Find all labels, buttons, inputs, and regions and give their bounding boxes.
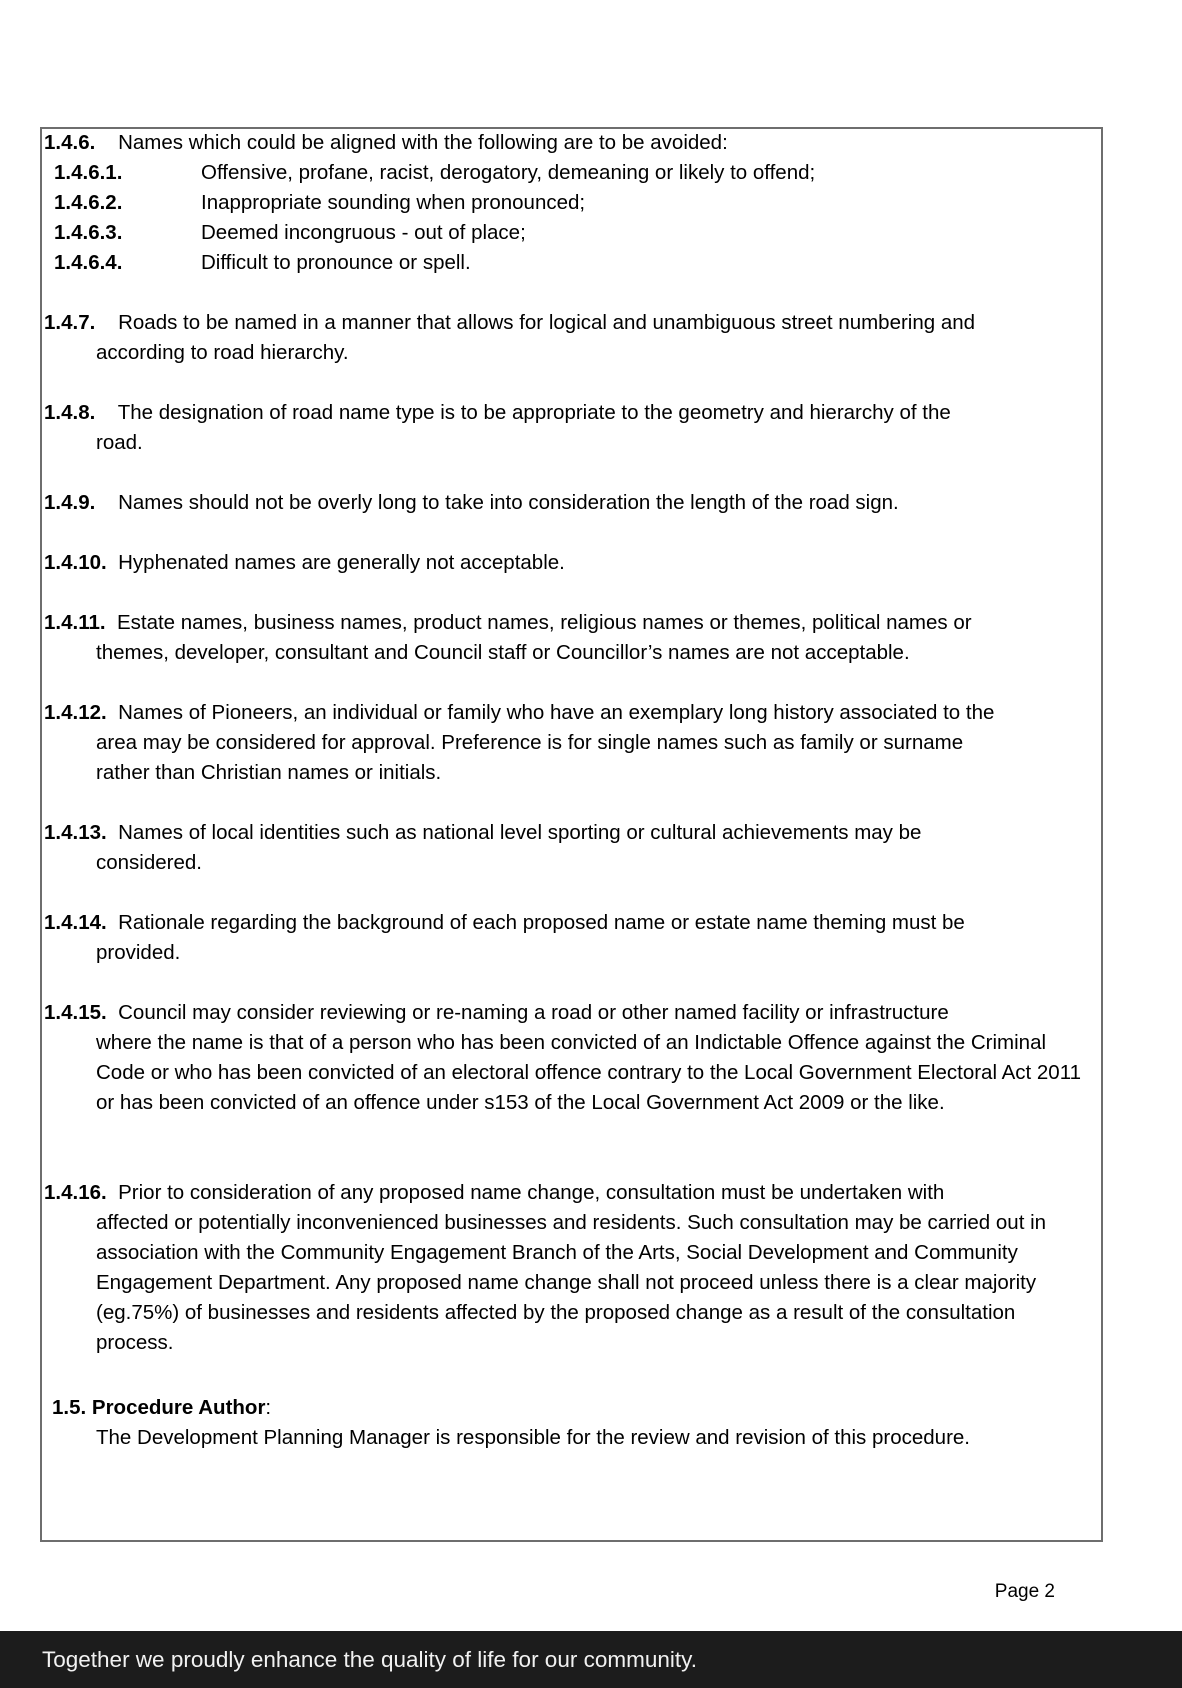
item-number: 1.4.6.4. <box>54 251 123 274</box>
item-number: 1.4.6.1. <box>54 161 123 184</box>
paragraph-first-line: Names of local identities such as national level sporting or cultural achievements may be <box>118 821 922 844</box>
author-heading: Procedure Author <box>91 1396 266 1419</box>
item-text: Deemed incongruous - out of place; <box>201 221 526 244</box>
author-colon: : <box>265 1396 272 1419</box>
paragraph-first-line: Prior to consideration of any proposed name change, consultation must be undertaken with <box>118 1181 945 1204</box>
paragraph-continuation: road. <box>96 431 143 454</box>
list-item <box>54 218 526 248</box>
paragraph-number: 1.4.10. <box>44 551 107 574</box>
paragraph-continuation: considered. <box>96 851 202 874</box>
paragraph-1-4-7 <box>44 308 1100 368</box>
item-text: Offensive, profane, racist, derogatory, demeaning or likely to offend; <box>201 161 816 184</box>
section-1-4-6 <box>44 128 1100 158</box>
list-item <box>54 158 815 188</box>
paragraph-number: 1.4.11. <box>44 611 106 634</box>
list-item <box>54 248 471 278</box>
paragraph-1-4-12 <box>44 698 1100 788</box>
paragraph-first-line: Roads to be named in a manner that allows for logical and unambiguous street numbering and <box>118 311 976 334</box>
paragraph-number: 1.4.16. <box>44 1181 107 1204</box>
paragraph-first-line: Rationale regarding the background of each proposed name or estate name theming must be <box>118 911 965 934</box>
footer-tagline: Together we proudly enhance the quality of life for our community. <box>42 1647 697 1672</box>
paragraph-first-line: Names of Pioneers, an individual or family who have an exemplary long history associated to the <box>118 701 995 724</box>
paragraph-1-4-14 <box>44 908 1100 968</box>
item-text: Difficult to pronounce or spell. <box>201 251 471 274</box>
paragraph-number: 1.4.9. <box>44 491 96 514</box>
footer-banner <box>0 1631 1182 1688</box>
paragraph-first-line: Names should not be overly long to take into consideration the length of the road sign. <box>118 491 899 514</box>
page-number: Page 2 <box>994 1581 1055 1602</box>
paragraph-1-4-15 <box>44 998 1100 1118</box>
item-number: 1.4.6.2. <box>54 191 123 214</box>
list-item <box>54 188 585 218</box>
paragraph-number: 1.4.7. <box>44 311 96 334</box>
item-text: Inappropriate sounding when pronounced; <box>201 191 586 214</box>
paragraph-number: 1.4.8. <box>44 401 96 424</box>
paragraph-1-4-10 <box>44 548 1100 578</box>
item-number: 1.4.6.3. <box>54 221 123 244</box>
section-number: 1.4.6. <box>44 131 96 154</box>
paragraph-continuation: provided. <box>96 941 181 964</box>
paragraph-first-line: Estate names, business names, product names, religious names or themes, political names or <box>116 611 972 634</box>
paragraph-continuation: themes, developer, consultant and Council staff or Councillor’s names are not acceptable. <box>96 641 910 664</box>
paragraph-1-4-16 <box>44 1178 1100 1358</box>
paragraph-1-4-11 <box>44 608 1100 668</box>
paragraph-continuation: area may be considered for approval. Preference is for single names such as family or surname rather than Christian names or initials. <box>96 731 964 784</box>
paragraph-continuation: according to road hierarchy. <box>96 341 349 364</box>
paragraph-number: 1.4.15. <box>44 1001 107 1024</box>
paragraph-number: 1.4.14. <box>44 911 107 934</box>
section-text: Names which could be aligned with the following are to be avoided: <box>118 131 728 154</box>
paragraph-first-line: Council may consider reviewing or re-naming a road or other named facility or infrastructure <box>118 1001 949 1024</box>
paragraph-1-4-13 <box>44 818 1100 878</box>
paragraph-1-4-9 <box>44 488 1100 518</box>
paragraph-number: 1.4.12. <box>44 701 107 724</box>
paragraph-first-line: The designation of road name type is to be appropriate to the geometry and hierarchy of the <box>117 401 951 424</box>
author-text: The Development Planning Manager is responsible for the review and revision of this procedure. <box>96 1426 971 1449</box>
procedure-author <box>52 1393 1108 1453</box>
paragraph-1-4-8 <box>44 398 1100 458</box>
paragraph-first-line: Hyphenated names are generally not acceptable. <box>118 551 565 574</box>
paragraph-continuation: affected or potentially inconvenienced businesses and residents. Such consultation may be carried out in association with the Community Engagement Branch of the Arts, Social Development and Community Engagement Department. Any proposed name change shall not proceed unless there is a clear majority (eg.75%) of businesses and residents affected by the proposed change as a result of the consultation process. <box>96 1211 1047 1354</box>
author-number: 1.5. <box>52 1396 87 1419</box>
paragraph-continuation: where the name is that of a person who has been convicted of an Indictable Offence against the Criminal Code or who has been convicted of an electoral offence contrary to the Local Government Electoral Act 2011 or has been convicted of an offence under s153 of the Local Government Act 2009 or the like. <box>96 1031 1081 1114</box>
paragraph-number: 1.4.13. <box>44 821 107 844</box>
